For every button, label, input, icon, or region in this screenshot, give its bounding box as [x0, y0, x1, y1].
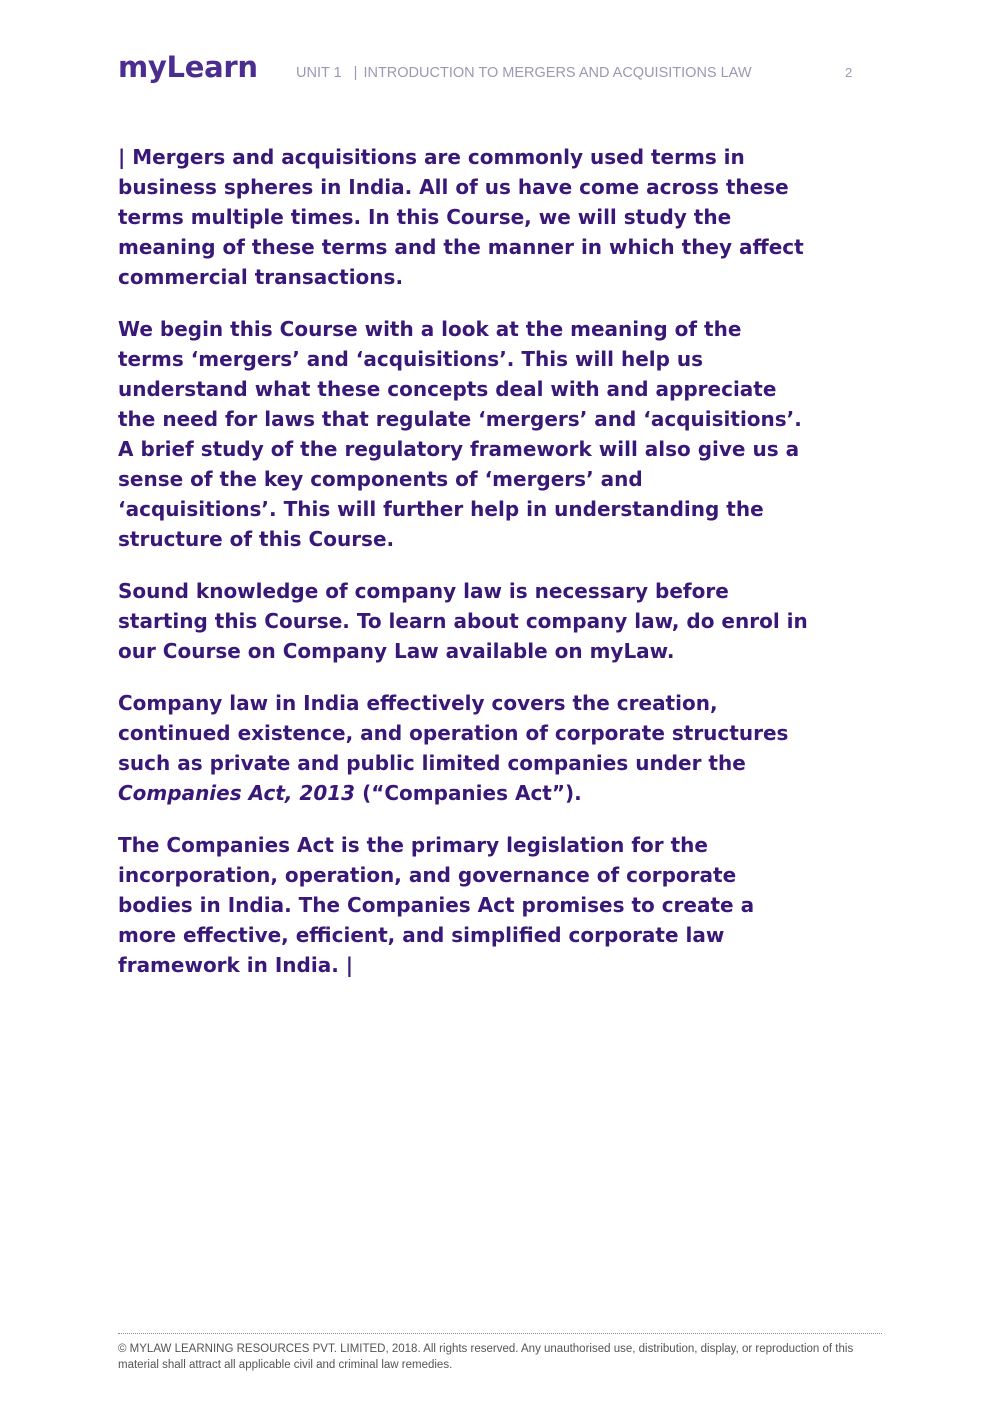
unit-title: INTRODUCTION TO MERGERS AND ACQUISITIONS LAW — [363, 65, 752, 81]
paragraph-intro: | Mergers and acquisitions are commonly used terms in business spheres in India. All of us have come across these terms multiple times. In this Course, we will study the meaning of these terms and the manner in which they affect commercial transactions. — [118, 145, 804, 289]
company-law-text: Company law in India effectively covers the creation, continued existence, and operation of corporate structures such as private and public limited companies under the — [118, 691, 789, 775]
unit-heading — [296, 65, 752, 81]
companies-act-abbrev: (“Companies Act”). — [362, 781, 582, 805]
companies-act-title: Companies Act, 2013 — [118, 781, 356, 805]
page-number: 2 — [845, 65, 853, 80]
paragraph-company-law — [118, 688, 808, 808]
page-header — [118, 50, 878, 90]
mylearn-logo: myLearn — [118, 50, 258, 84]
unit-label: UNIT 1 — [296, 65, 342, 81]
copyright-notice: © MYLAW LEARNING RESOURCES PVT. LIMITED, 2018. All rights reserved. Any unauthorised use, distribution, display, or reproduction of this material shall attract all applicable civil and criminal law remedies. — [118, 1343, 854, 1371]
unit-separator: | — [353, 65, 358, 81]
page-content — [118, 142, 808, 1002]
page-footer — [118, 1333, 882, 1373]
paragraph-prerequisite: Sound knowledge of company law is necessary before starting this Course. To learn about company law, do enrol in our Course on Company Law available on myLaw. — [118, 579, 808, 663]
paragraph-companies-act: The Companies Act is the primary legislation for the incorporation, operation, and governance of corporate bodies in India. The Companies Act promises to create a more effective, efficient, and simplified corporate law framework in India. | — [118, 833, 755, 977]
paragraph-course-overview: We begin this Course with a look at the meaning of the terms ‘mergers’ and ‘acquisitions’. This will help us understand what these concepts deal with and appreciate the need for laws that regulate ‘mergers’ and ‘acquisitions’. A brief study of the regulatory framework will also give us a sense of the key components of ‘mergers’ and ‘acquisitions’. This will further help in understanding the structure of this Course. — [118, 317, 802, 551]
